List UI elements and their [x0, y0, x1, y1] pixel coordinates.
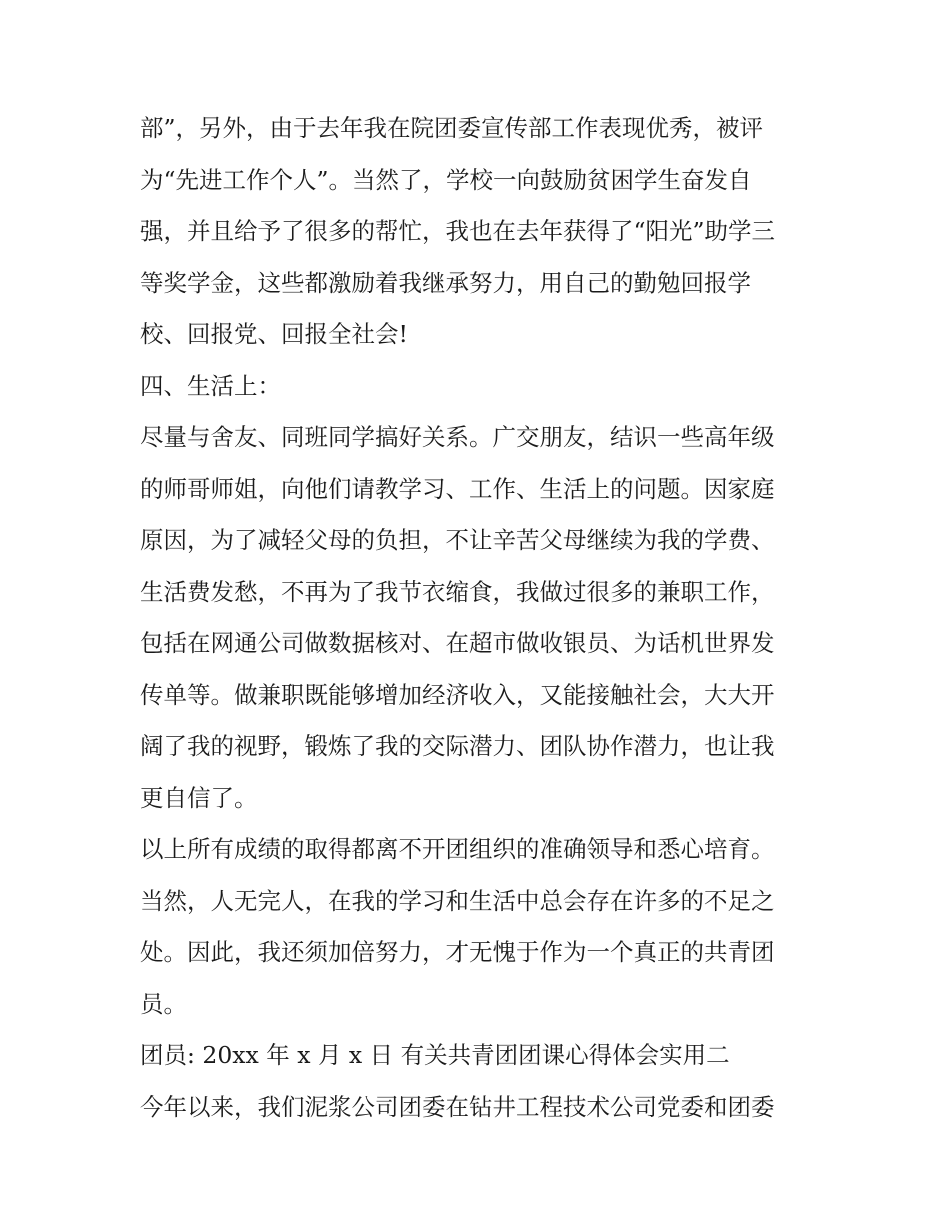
text-line: 的师哥师姐，向他们请教学习、工作、生活上的问题。因家庭 [140, 474, 775, 503]
text-line: 传单等。做兼职既能够增加经济收入，又能接触社会，大大开 [140, 680, 775, 709]
text-line: 强，并且给予了很多的帮忙，我也在去年获得了“阳光”助学三 [140, 217, 776, 245]
text-line: 以上所有成绩的取得都离不开团组织的准确领导和悉心培育。 [140, 835, 775, 863]
text-line: 当然，人无完人，在我的学习和生活中总会存在许多的不足之 [140, 886, 775, 915]
text-line: 更自信了。 [140, 783, 258, 812]
text-line: 包括在网通公司做数据核对、在超市做收银员、为话机世界发 [140, 629, 775, 657]
text-line: 部”，另外，由于去年我在院团委宣传部工作表现优秀，被评 [140, 114, 764, 142]
section-heading: 四、生活上： [140, 371, 281, 400]
text-line: 校、回报党、回报全社会! [140, 320, 408, 348]
text-line: 今年以来，我们泥浆公司团委在钻井工程技术公司党委和团委 [140, 1092, 775, 1121]
body-text [140, 103, 820, 1133]
text-line: 生活费发愁，不再为了我节衣缩食，我做过很多的兼职工作， [140, 577, 775, 606]
text-line: 处。因此，我还须加倍努力，才无愧于作为一个真正的共青团 [140, 938, 775, 966]
text-line: 员。 [140, 989, 187, 1018]
text-line: 阔了我的视野，锻炼了我的交际潜力、团队协作潜力，也让我 [140, 732, 775, 760]
document-title-line: 团员: 20xx 年 x 月 x 日 有关共青团团课心得体会实用二 [140, 1041, 730, 1069]
text-line: 尽量与舍友、同班同学搞好关系。广交朋友，结识一些高年级 [140, 423, 775, 451]
text-line: 等奖学金，这些都激励着我继承努力，用自己的勤勉回报学 [140, 268, 751, 297]
text-line: 原因，为了减轻父母的负担，不让辛苦父母继续为我的学费、 [140, 526, 775, 554]
text-line: 为“先进工作个人”。当然了，学校一向鼓励贫困学生奋发自 [140, 165, 752, 194]
